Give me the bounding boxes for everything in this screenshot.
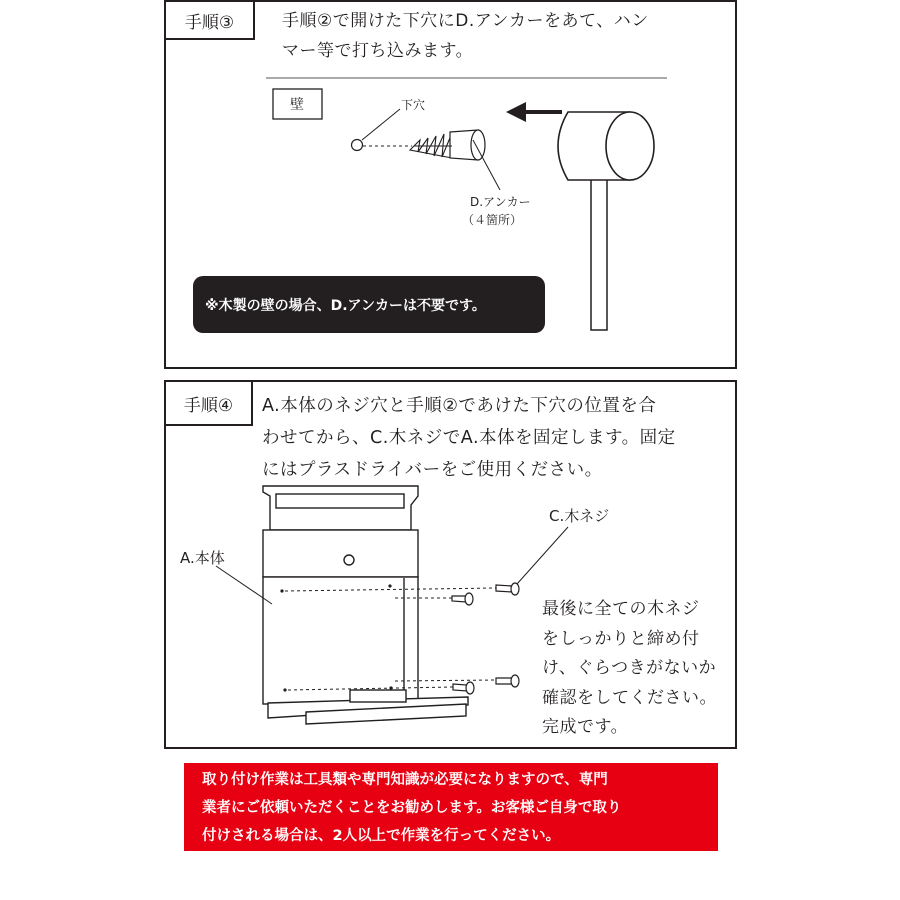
wall-label: 壁	[290, 97, 304, 113]
warning-line3: 付けされる場合は、2人以上で作業を行ってください。	[202, 828, 561, 844]
step4-text-line2: わせてから、C.木ネジでA.本体を固定します。固定	[262, 428, 676, 448]
warning-banner	[184, 763, 718, 851]
anchor-label: D.アンカー	[470, 195, 531, 209]
screw-label: C.木ネジ	[549, 507, 610, 525]
step3-note: ※木製の壁の場合、D.アンカーは不要です。	[193, 276, 545, 333]
screw-icon	[452, 583, 519, 694]
body-label: A.本体	[180, 549, 225, 567]
hole-label: 下穴	[401, 98, 426, 112]
step4-text-line3: にはプラスドライバーをご使用ください。	[262, 460, 603, 480]
warning-line2: 業者にご依頼いただくことをお勧めします。お客様ご自身で取り	[202, 800, 622, 816]
mailbox-icon	[263, 486, 468, 724]
step4-tag: 手順④	[164, 380, 253, 426]
step3-tag: 手順③	[164, 0, 255, 40]
step3-text-line2: マー等で打ち込みます。	[282, 41, 474, 61]
lock-icon	[344, 555, 354, 565]
step4-text-line1: A.本体のネジ穴と手順②であけた下穴の位置を合	[262, 396, 657, 416]
final-text-line3: け、ぐらつきがないか	[542, 658, 717, 678]
anchor-count-label: （４箇所）	[462, 213, 523, 227]
warning-line1: 取り付け作業は工具類や専門知識が必要になりますので、専門	[202, 772, 608, 788]
final-text-line4: 確認をしてください。	[542, 687, 717, 708]
final-text-line1: 最後に全ての木ネジ	[542, 599, 700, 619]
final-text-line5: 完成です。	[542, 717, 629, 737]
step3-text-line1: 手順②で開けた下穴にD.アンカーをあて、ハン	[282, 11, 649, 31]
final-text-line2: をしっかりと締め付	[542, 628, 700, 649]
